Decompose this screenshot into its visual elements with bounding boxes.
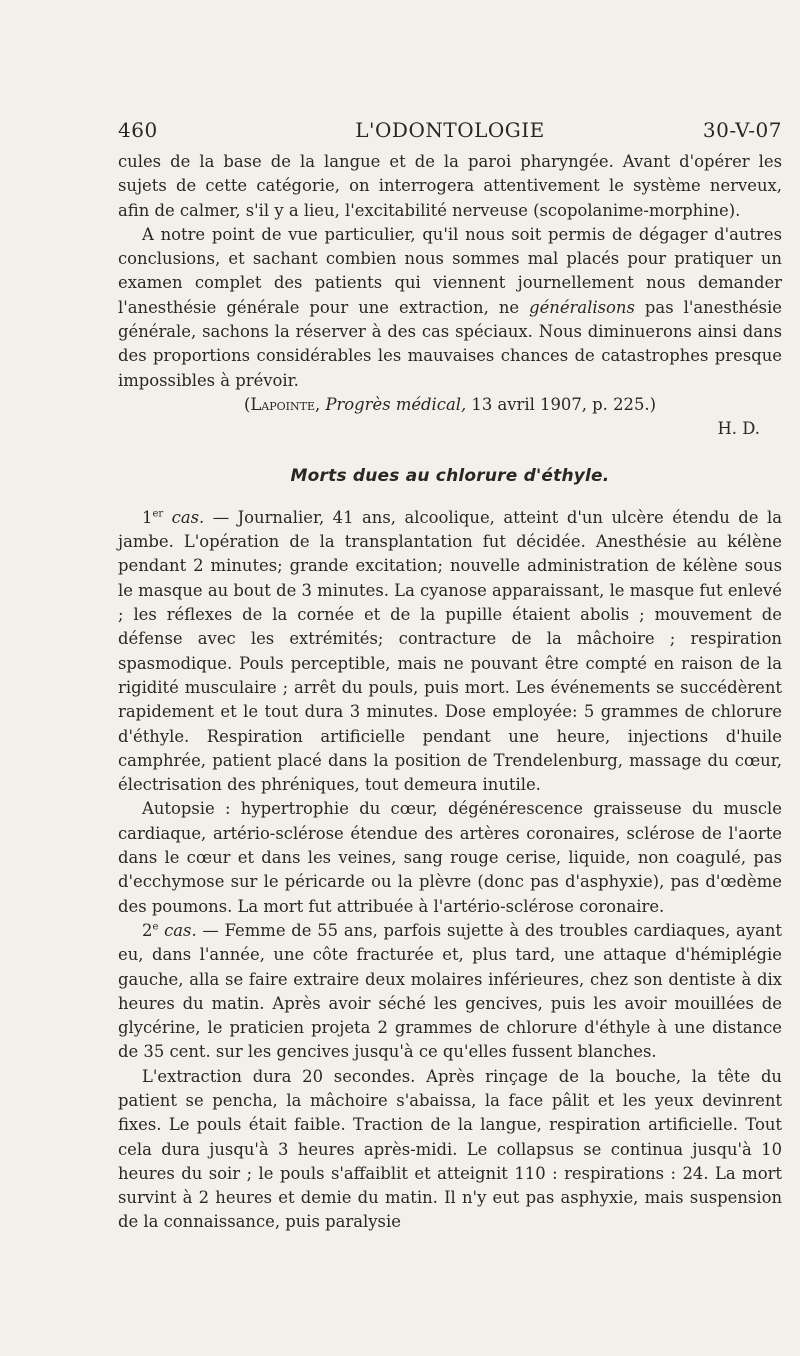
case-text: — Journalier, 41 ans, alcoolique, atteint d'un ulcère étendu de la jambe. L'opération de la transplantation fut décidée. Anesthésie au kélène pendant 2 minutes; grande excitation; nouvelle administration de kélène sous le masque au bout de 3 minutes. La cyanose apparaissant, le masque fut enlevé ; les réflexes de la cornée et de la pupille étaient abolis ; mouvement de défense avec les extrémités; contracture de la mâchoire ; respiration spasmodique. Pouls perceptible, mais ne pouvant être compté en raison de la rigidité musculaire ; arrêt du pouls, puis mort. Les événements se succédèrent rapidement et le tout dura 3 minutes. Dose employée: 5 grammes de chlorure d'éthyle. Respiration artificielle pendant une heure, injections d'huile camphrée, patient placé dans la position de Trendelenburg, massage du cœur, électrisation des phréniques, tout demeura inutile. [118,507,782,795]
citation-sep: , [315,394,326,414]
paragraph-case-2 [118,919,782,1065]
author-initials: H. D. [717,419,760,439]
paragraph-case-1 [118,506,782,798]
article-heading: Morts dues au chlorure d'éthyle. [290,465,610,486]
case-number: 2 [142,920,153,940]
text-run: A notre point de vue particulier, qu'il nous soit permis de dégager d'autres conclusions, et sachant combien nous sommes mal placés pour pratiquer un examen complet des patients qui viennent journellement nous demander l'anesthésie générale pour une extraction, ne [118,224,782,317]
journal-title: L'ODONTOLOGIE [355,118,545,142]
citation-journal: Progrès médical, [325,394,467,414]
citation-author: Lapointe [250,394,316,414]
paragraph-continuation: cules de la base de la langue et de la paroi pharyngée. Avant d'opérer les sujets de cette catégorie, on interrogera attentivement le système nerveux, afin de calmer, s'il y a lieu, l'excitabilité nerveuse (scopolanime-morphine). [118,152,782,220]
page-number: 460 [118,118,158,142]
case-number: 1 [142,507,153,527]
case-label: cas. [158,920,197,940]
paragraph-conclusions [118,223,782,393]
text-run: pas l'anesthésie générale, sachons la réserver à des cas spéciaux. Nous diminuerons ainsi dans des proportions considérables les mauvaises chances de catastrophes presque impossibles à prévoir. [118,297,783,390]
case-ordinal: er [152,508,164,520]
source-citation [118,393,782,417]
citation-details: 13 avril 1907, p. 225.) [466,394,656,414]
page-body [118,150,782,1235]
case-ordinal: e [152,921,159,933]
issue-date: 30-V-07 [702,118,782,142]
paragraph-autopsy: Autopsie : hypertrophie du cœur, dégénérescence graisseuse du muscle cardiaque, artério-sclérose étendue des artères coronaires, sclérose de l'aorte dans le cœur et dans les veines, sang rouge cerise, liquide, non coagulé, pas d'ecchymose sur le péricarde ou la plèvre (donc pas d'asphyxie), pas d'œdème des poumons. La mort fut attribuée à l'artério-sclérose coronaire. [118,799,782,916]
emphasis-text: généralisons [529,297,635,317]
case-label: cas. [163,507,205,527]
citation-open: ( [244,394,251,414]
paragraph-extraction: L'extraction dura 20 secondes. Après rinçage de la bouche, la tête du patient se pencha, la mâchoire s'abaissa, la face pâlit et les yeux devinrent fixes. Le pouls était faible. Traction de la langue, respiration artificielle. Tout cela dura jusqu'à 3 heures après-midi. Le collapsus se continua jusqu'à 10 heures du soir ; le pouls s'affaiblit et atteignit 110 : respirations : 24. La mort survint à 2 heures et demie du matin. Il n'y eut pas asphyxie, mais suspension de la connaissance, puis paralysie [118,1066,782,1232]
case-text: — Femme de 55 ans, parfois sujette à des troubles cardiaques, ayant eu, dans l'année, une côte fracturée et, plus tard, une attaque d'hémiplégie gauche, alla se faire extraire deux molaires inférieures, chez son dentiste à dix heures du matin. Après avoir séché les gencives, puis les avoir mouillées de glycérine, le praticien projeta 2 grammes de chlorure d'éthyle à une distance de 35 cent. sur les gencives jusqu'à ce qu'elles fussent blanches. [118,920,782,1062]
